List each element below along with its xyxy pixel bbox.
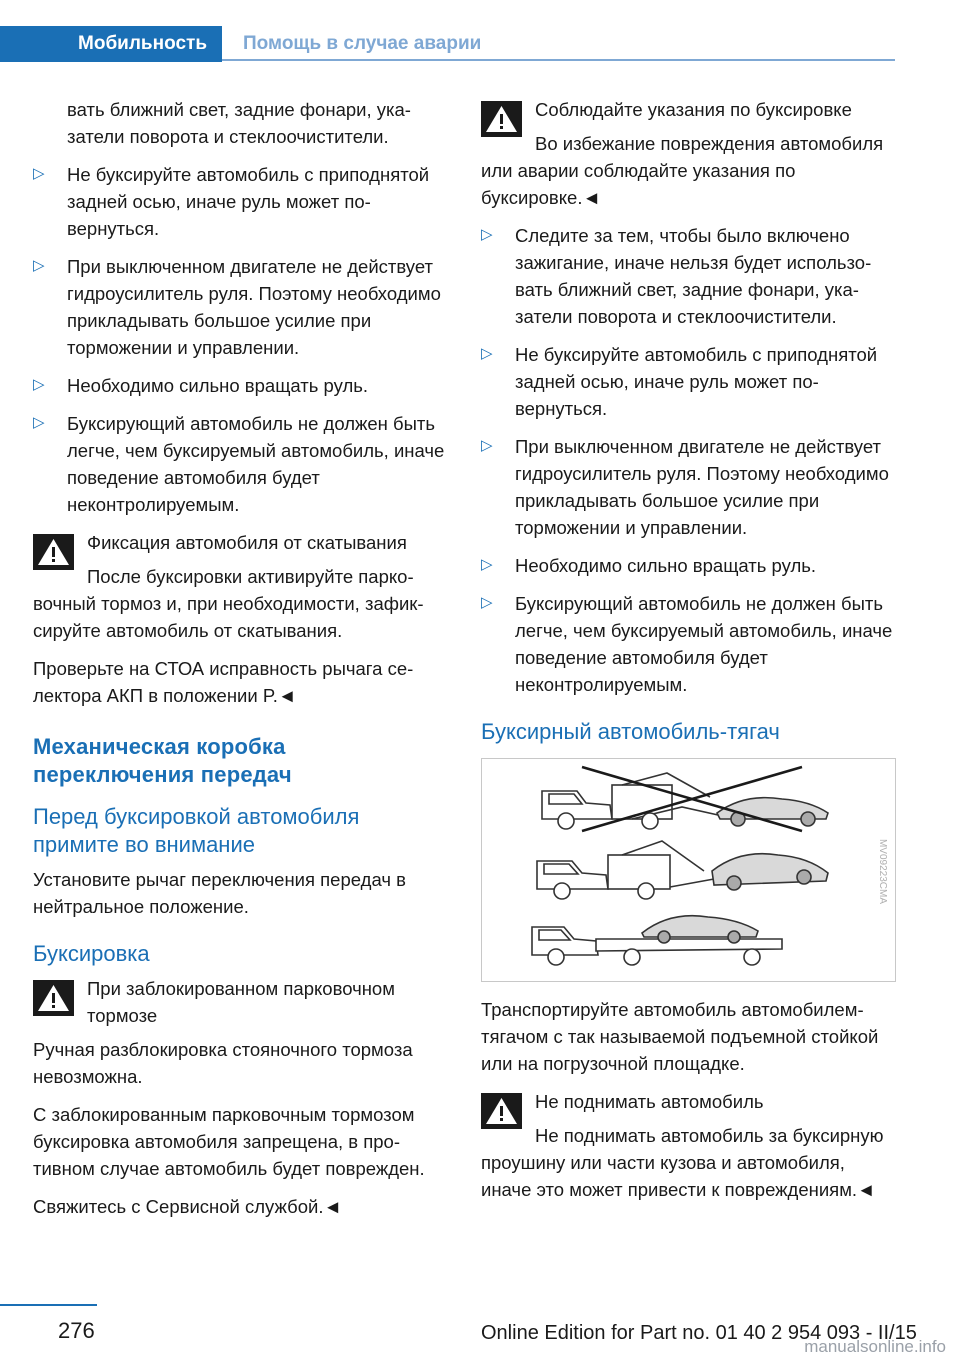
section-heading: Механическая коробка переключения передач: [33, 734, 292, 787]
paragraph: Установите рычаг переключения передач в нейтральное положение.: [33, 869, 406, 917]
list-item: ▷ Буксирующий автомобиль не должен быть легче, чем буксируемый автомобиль, иначе поведение автомобиля будет неконтролируемым.: [481, 590, 893, 698]
edition-text: Online Edition for Part no. 01 40 2 954 093 - II/15: [481, 1322, 917, 1344]
warning-text: После буксировки активируйте парковочный тормоз и, при необходимости, зафиксируйте автомобиль от скатывания.: [33, 566, 424, 641]
subsection-heading: Перед буксировкой автомобиля примите во внимание: [33, 804, 360, 857]
warning-title: Не поднимать автомобиль: [535, 1091, 764, 1112]
warning-title: Фиксация автомобиля от скатывания: [87, 532, 407, 553]
warning-block: [33, 975, 445, 1090]
warning-text: Не поднимать автомобиль за буксирную проушину или части кузова и автомобиля, иначе это может привести к повреждениям.◄: [481, 1125, 884, 1200]
page-header: [0, 26, 895, 62]
paragraph: Транспортируйте автомобиль автомобилем-тягачом с так называемой подъемной стойкой или на погрузочной площадке.: [481, 999, 879, 1074]
list-item: ▷ Необходимо сильно вращать руль.: [33, 372, 445, 399]
section-title: Помощь в случае аварии: [243, 33, 482, 54]
warning-triangle-icon: [33, 980, 74, 1016]
bullet-triangle-icon: ▷: [481, 226, 493, 243]
warning-triangle-icon: [33, 534, 74, 570]
warning-text: Ручная разблокировка стояночного тормоза невозможна.: [33, 1039, 413, 1087]
chapter-tab-label: Мобильность: [78, 33, 207, 54]
bullet-triangle-icon: ▷: [33, 376, 45, 393]
bullet-triangle-icon: ▷: [481, 437, 493, 454]
paragraph: Свяжитесь с Сервисной службой.◄: [33, 1196, 342, 1217]
list-item: ▷ Не буксируйте автомобиль с приподнятой задней осью, иначе руль может повернуться.: [33, 161, 445, 242]
paragraph: Проверьте на СТОА исправность рычага селектора АКП в положении P.◄: [33, 658, 414, 706]
tow-truck-illustration: [481, 758, 896, 982]
subsection-heading: Буксировка: [33, 941, 150, 966]
bullet-triangle-icon: ▷: [481, 345, 493, 362]
list-item: ▷ При выключенном двигателе не действует гидроусилитель руля. Поэтому необходимо прикладывать большое усилие при торможении и управлении.: [481, 433, 893, 541]
list-item: ▷ Необходимо сильно вращать руль.: [481, 552, 893, 579]
bullet-triangle-icon: ▷: [481, 594, 493, 611]
paragraph: С заблокированным парковочным тормозом буксировка автомобиля запрещена, в противном случае автомобиль будет поврежден.: [33, 1104, 425, 1179]
list-item: ▷ Следите за тем, чтобы было включено зажигание, иначе нельзя будет использовать ближний свет, задние фонари, указатели поворота и стеклоочистители.: [481, 222, 893, 330]
bullet-triangle-icon: ▷: [481, 556, 493, 573]
warning-triangle-icon: [481, 101, 522, 137]
watermark: manualsonline.info: [804, 1337, 946, 1356]
warning-title: При заблокированном парковочном тормозе: [87, 978, 395, 1026]
warning-block: [33, 529, 445, 644]
warning-block: [481, 1088, 893, 1203]
left-column: [33, 96, 445, 1231]
tow-truck-diagram: [482, 759, 895, 981]
bullet-triangle-icon: ▷: [33, 414, 45, 431]
right-column: [481, 96, 893, 1214]
warning-title: Соблюдайте указания по буксировке: [535, 99, 852, 120]
page-number: 276: [58, 1318, 95, 1343]
list-item: ▷ Буксирующий автомобиль не должен быть легче, чем буксируемый автомобиль, иначе поведение автомобиля будет неконтролируемым.: [33, 410, 445, 518]
bullet-triangle-icon: ▷: [33, 165, 45, 182]
warning-triangle-icon: [481, 1093, 522, 1129]
intro-text: вать ближний свет, задние фонари, указатели поворота и стеклоочистители.: [67, 99, 411, 147]
warning-text: Во избежание повреждения автомобиля или аварии соблюдайте указания по буксировке.◄: [481, 133, 884, 208]
warning-block: [481, 96, 893, 211]
chapter-tab: [0, 26, 222, 62]
subsection-heading: Буксирный автомобиль-тягач: [481, 719, 780, 744]
figure-code: MV09223CMA: [877, 838, 888, 904]
bullet-triangle-icon: ▷: [33, 257, 45, 274]
list-item: ▷ При выключенном двигателе не действует гидроусилитель руля. Поэтому необходимо прикладывать большое усилие при торможении и управлении.: [33, 253, 445, 361]
footer-divider: [0, 1304, 97, 1306]
header-divider: [222, 59, 895, 61]
list-item: ▷ Не буксируйте автомобиль с приподнятой задней осью, иначе руль может повернуться.: [481, 341, 893, 422]
